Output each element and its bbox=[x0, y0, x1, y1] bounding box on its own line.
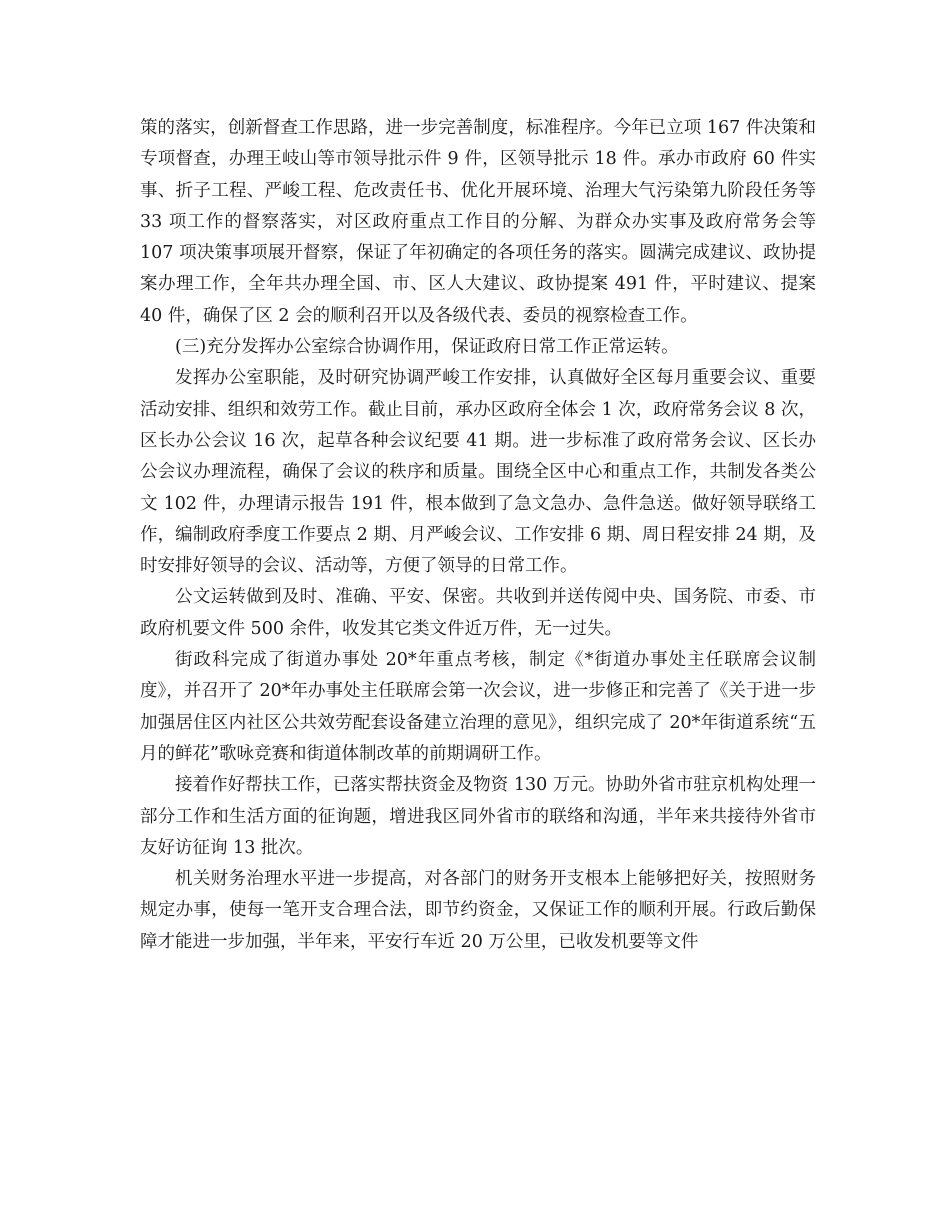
document-body bbox=[140, 113, 816, 958]
paragraph: 发挥办公室职能，及时研究协调严峻工作安排，认真做好全区每月重要会议、重要活动安排、组织和效劳工作。截止目前，承办区政府全体会 1 次，政府常务会议 8 次，区长办公会议 16 次，起草各种会议纪要 41 期。进一步标准了政府常务会议、区长办公会议办理流程，确保了会议的秩序和质量。围绕全区中心和重点工作，共制发各类公文 102 件，办理请示报告 191 件，根本做到了急文急办、急件急送。做好领导联络工作，编制政府季度工作要点 2 期、月严峻会议、工作安排 6 期、周日程安排 24 期，及时安排好领导的会议、活动等，方便了领导的日常工作。 bbox=[140, 368, 816, 577]
section-heading: (三)充分发挥办公室综合协调作用，保证政府日常工作正常运转。 bbox=[175, 337, 679, 358]
paragraph-continuation: 策的落实，创新督查工作思路，进一步完善制度，标准程序。今年已立项 167 件决策和专项督查，办理王岐山等市领导批示件 9 件，区领导批示 18 件。承办市政府 60 件实事、折子工程、严峻工程、危改责任书、优化开展环境、治理大气污染第九阶段任务等 33 项工作的督察落实，对区政府重点工作目的分解、为群众办实事及政府常务会等 107 项决策事项展开督察，保证了年初确定的各项任务的落实。圆满完成建议、政协提案办理工作，全年共办理全国、市、区人大建议、政协提案 491 件，平时建议、提案 40 件，确保了区 2 会的顺利召开以及各级代表、委员的视察检查工作。 bbox=[140, 118, 816, 326]
paragraph: 街政科完成了街道办事处 20*年重点考核，制定《*街道办事处主任联席会议制度》，并召开了 20*年办事处主任联席会第一次会议，进一步修正和完善了《关于进一步加强居住区内社区公共效劳配套设备建立治理的意见》，组织完成了 20*年街道系统“五月的鲜花”歌咏竞赛和街道体制改革的前期调研工作。 bbox=[140, 650, 816, 764]
paragraph: 公文运转做到及时、准确、平安、保密。共收到并送传阅中央、国务院、市委、市政府机要文件 500 余件，收发其它类文件近万件，无一过失。 bbox=[140, 587, 816, 639]
paragraph: 机关财务治理水平进一步提高，对各部门的财务开支根本上能够把好关，按照财务规定办事，使每一笔开支合理合法，即节约资金，又保证工作的顺利开展。行政后勤保障才能进一步加强，半年来，平安行车近 20 万公里，已收发机要等文件 bbox=[140, 869, 816, 952]
paragraph: 接着作好帮扶工作，已落实帮扶资金及物资 130 万元。协助外省市驻京机构处理一部分工作和生活方面的征询题，增进我区同外省市的联络和沟通，半年来共接待外省市友好访征询 13 批次。 bbox=[140, 775, 816, 858]
